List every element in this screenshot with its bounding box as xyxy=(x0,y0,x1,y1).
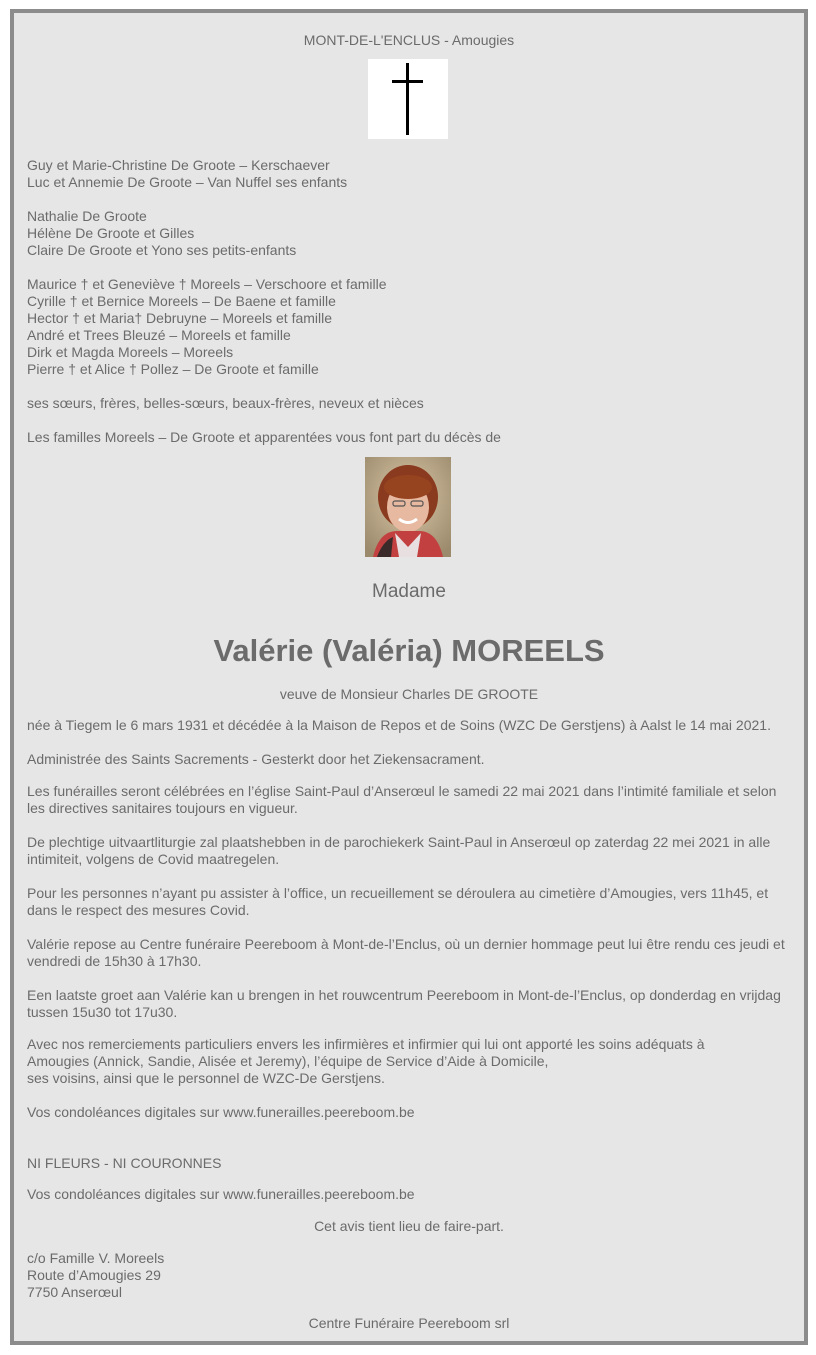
address-line: 7750 Anserœul xyxy=(27,1284,122,1300)
condolences-line: Vos condoléances digitales sur www.funerailles.peereboom.be xyxy=(27,1186,415,1202)
funeral-nl-paragraph: De plechtige uitvaartliturgie zal plaatshebben in de parochiekerk Saint-Paul in Anserœul op zaterdag 22 mei 2021 in alle intimiteit, volgens de Covid maatregelen. xyxy=(27,834,771,867)
address-line: c/o Famille V. Moreels xyxy=(27,1250,165,1266)
rest-nl-paragraph: Een laatste groet aan Valérie kan u brengen in het rouwcentrum Peereboom in Mont-de-l’Enclus, op donderdag en vrijdag tussen 15u30 tot 17u30. xyxy=(27,987,781,1020)
notice-line: Cet avis tient lieu de faire-part. xyxy=(314,1218,504,1234)
latin-cross-icon xyxy=(368,59,448,139)
no-flowers-line: NI FLEURS - NI COURONNES xyxy=(27,1155,222,1171)
cemetery-paragraph: Pour les personnes n’ayant pu assister à l’office, un recueillement se déroulera au cimetière d’Amougies, vers 11h45, et dans le respect des mesures Covid. xyxy=(27,885,769,918)
thanks-line: ses voisins, ainsi que le personnel de WZC-De Gerstjens. xyxy=(27,1070,385,1086)
obituary-card xyxy=(10,9,808,1345)
widow-line: veuve de Monsieur Charles DE GROOTE xyxy=(279,686,539,702)
deceased-name: Valérie (Valéria) MOREELS xyxy=(213,633,605,668)
announcement-line: Les familles Moreels – De Groote et apparentées vous font part du décès de xyxy=(27,429,501,445)
sacraments-line: Administrée des Saints Sacrements - Gesterkt door het Ziekensacrament. xyxy=(27,751,485,767)
sibling-line: Dirk et Magda Moreels – Moreels xyxy=(27,344,234,360)
funeral-fr-paragraph: Les funérailles seront célébrées en l’église Saint-Paul d’Anserœul le samedi 22 mai 2021 dans l’intimité familiale et selon les directives sanitaires toujours en vigueur. xyxy=(27,783,777,816)
sibling-line: Hector † et Maria† Debruyne – Moreels et famille xyxy=(27,310,333,326)
sibling-line: Maurice † et Geneviève † Moreels – Verschoore et famille xyxy=(27,276,387,292)
condolences-line: Vos condoléances digitales sur www.funerailles.peereboom.be xyxy=(27,1104,415,1120)
salutation: Madame xyxy=(372,581,446,602)
rest-fr-paragraph: Valérie repose au Centre funéraire Peereboom à Mont-de-l’Enclus, où un dernier hommage peut lui être rendu ces jeudi et vendredi de 15h30 à 17h30. xyxy=(27,936,785,969)
sibling-line: Pierre † et Alice † Pollez – De Groote et famille xyxy=(27,361,319,377)
birth-death-paragraph: née à Tiegem le 6 mars 1931 et décédée à la Maison de Repos et de Soins (WZC De Gerstjens) à Aalst le 14 mai 2021. xyxy=(27,717,771,733)
portrait-photo xyxy=(365,457,451,557)
funeral-home-footer: Centre Funéraire Peereboom srl xyxy=(308,1315,510,1331)
child-line: Guy et Marie-Christine De Groote – Kerschaever xyxy=(27,157,330,173)
address-block xyxy=(27,1250,164,1301)
children-list xyxy=(27,157,347,191)
child-line: Luc et Annemie De Groote – Van Nuffel ses enfants xyxy=(27,174,348,190)
thanks-paragraph xyxy=(27,1036,705,1087)
thanks-line: Amougies (Annick, Sandie, Alisée et Jeremy), l’équipe de Service d’Aide à Domicile, xyxy=(27,1053,549,1069)
grandchildren-list xyxy=(27,208,296,259)
grandchild-line: Hélène De Groote et Gilles xyxy=(27,225,195,241)
sibling-line: Cyrille † et Bernice Moreels – De Baene et famille xyxy=(27,293,336,309)
sibling-line: André et Trees Bleuzé – Moreels et famille xyxy=(27,327,291,343)
other-relatives: ses sœurs, frères, belles-sœurs, beaux-frères, neveux et nièces xyxy=(27,395,424,411)
address-line: Route d’Amougies 29 xyxy=(27,1267,161,1283)
siblings-list xyxy=(27,276,387,378)
grandchild-line: Claire De Groote et Yono ses petits-enfants xyxy=(27,242,297,258)
location-header: MONT-DE-L'ENCLUS - Amougies xyxy=(303,32,515,48)
grandchild-line: Nathalie De Groote xyxy=(27,208,147,224)
thanks-line: Avec nos remerciements particuliers envers les infirmières et infirmier qui lui ont apporté les soins adéquats à xyxy=(27,1036,705,1052)
